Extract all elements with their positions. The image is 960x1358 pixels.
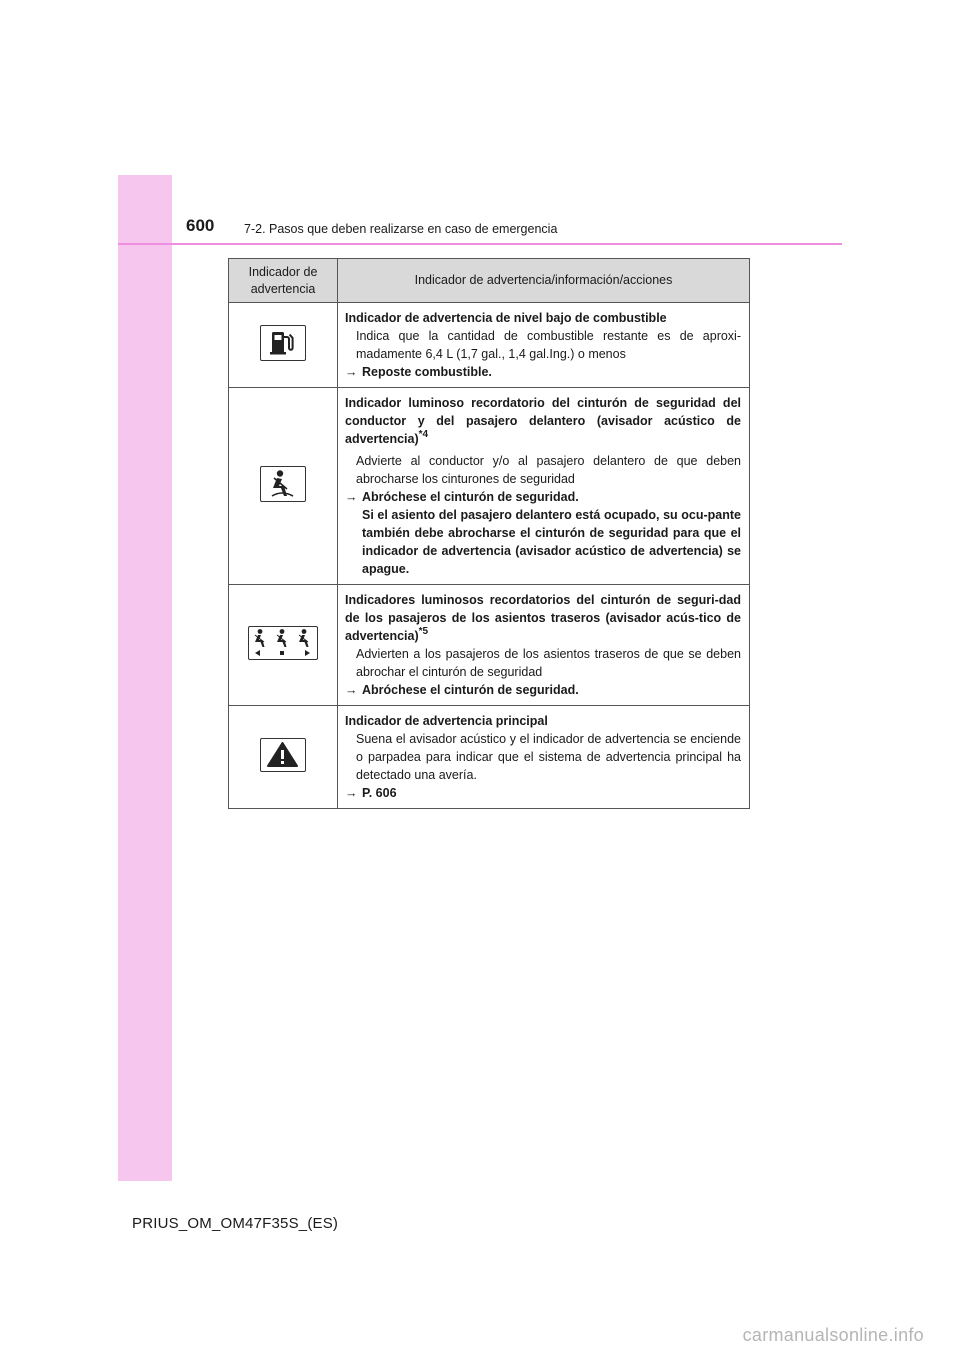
- table-header-row: [229, 259, 750, 303]
- footnote-ref: *5: [418, 626, 429, 637]
- indicator-action: [345, 363, 741, 381]
- page-reference-link[interactable]: P. 606: [362, 786, 397, 800]
- side-tab-bar: [118, 175, 172, 1181]
- indicator-title: Indicador luminoso recordatorio del cinturón de seguridad del conductor y del pasajero delantero (avisador acústico de advertencia)$^{*4}$: [345, 396, 741, 446]
- description-cell: [338, 706, 750, 809]
- indicator-description: Advierte al conductor y/o al pasajero delantero de que deben abrocharse los cinturones de seguridad: [356, 454, 741, 486]
- action-continuation: Si el asiento del pasajero delantero está ocupado, su ocu-pante también debe abrocharse el cinturón de seguridad para que el indicador de advertencia (avisador acústico de advertencia) se apague.: [362, 508, 741, 576]
- page-number: 600: [186, 216, 215, 235]
- header-rule: [118, 243, 842, 245]
- table-row: [229, 388, 750, 585]
- indicator-description: Suena el avisador acústico y el indicador de advertencia se enciende o parpadea para indicar que el sistema de advertencia principal ha detectado una avería.: [356, 732, 741, 782]
- chapter-title: 7-2. Pasos que deben realizarse en caso de emergencia: [244, 222, 558, 236]
- fuel-pump-icon: [260, 325, 306, 361]
- indicator-title: Indicador de advertencia de nivel bajo de combustible: [345, 311, 667, 325]
- document-id: PRIUS_OM_OM47F35S_(ES): [132, 1215, 339, 1232]
- table-row: [229, 585, 750, 706]
- icon-cell: [229, 585, 338, 706]
- arrow-icon: →: [345, 490, 358, 504]
- footnote-ref: *4: [418, 429, 429, 440]
- page-reference[interactable]: [345, 784, 741, 802]
- indicator-description: Advierten a los pasajeros de los asientos traseros de que se deben abrochar el cinturón de seguridad: [356, 647, 741, 679]
- col-header-description: Indicador de advertencia/información/acciones: [338, 259, 750, 303]
- master-warning-icon: [260, 738, 306, 772]
- warning-indicator-table: [228, 258, 750, 809]
- indicator-description: Indica que la cantidad de combustible restante es de aproxi-madamente 6,4 L (1,7 gal., 1,4 gal.Ing.) o menos: [356, 329, 741, 361]
- table-row: [229, 303, 750, 388]
- table-row: [229, 706, 750, 809]
- arrow-icon: →: [345, 683, 358, 697]
- indicator-action: [345, 488, 741, 506]
- description-cell: [338, 585, 750, 706]
- icon-cell: [229, 706, 338, 809]
- watermark: carmanualsonline.info: [742, 1325, 924, 1345]
- indicator-title: Indicador de advertencia principal: [345, 714, 548, 728]
- seatbelt-rear-icon: [248, 626, 318, 660]
- action-text: Reposte combustible.: [362, 365, 492, 379]
- arrow-icon: →: [345, 365, 358, 379]
- col-header-indicator: Indicador de advertencia: [229, 259, 338, 303]
- seatbelt-driver-icon: [260, 466, 306, 502]
- arrow-icon: →: [345, 786, 358, 800]
- indicator-action: [345, 681, 741, 699]
- description-cell: [338, 303, 750, 388]
- action-text: Abróchese el cinturón de seguridad.: [362, 490, 579, 504]
- icon-cell: [229, 388, 338, 585]
- action-text: Abróchese el cinturón de seguridad.: [362, 683, 579, 697]
- icon-cell: [229, 303, 338, 388]
- description-cell: [338, 388, 750, 585]
- indicator-title: Indicadores luminosos recordatorios del cinturón de seguri-dad de los pasajeros de los asientos traseros (avisador acús-tico de advertencia)$^{*5}$: [345, 593, 741, 643]
